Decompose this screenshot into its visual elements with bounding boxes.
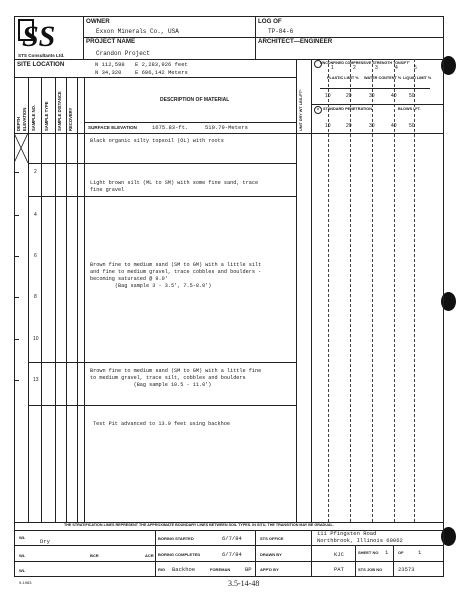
- unconfined-strength-label: UNCONFINED COMPRESSIVE STRENGTH TONS/FT²: [320, 61, 410, 65]
- top-scale-5: 5: [414, 65, 417, 71]
- sts-office-label: STS OFFICE: [260, 536, 284, 541]
- top-scale-2: 2: [353, 65, 356, 71]
- foreman-label: FOREMAN: [210, 567, 231, 572]
- drawn-by-label: DRAWN BY: [260, 552, 282, 557]
- page-number: 3.5-14-48: [228, 579, 260, 588]
- wl-label-2: WL: [19, 553, 26, 558]
- surface-elevation-m: 510.79-Meters: [205, 124, 248, 131]
- boring-started-value: 6/7/84: [222, 535, 242, 542]
- mid-scale-30: 30: [369, 93, 375, 99]
- stratum-description: Test Pit advanced to 13.0 feet using backhoe: [93, 421, 230, 427]
- depth-column-header: DEPTH: [16, 116, 21, 131]
- top-scale-3: 3: [375, 65, 378, 71]
- site-coord-e2: E 696,142 Meters: [135, 69, 188, 76]
- x-mark: [14, 133, 28, 163]
- surface-elevation-ft: 1675.83-ft.: [152, 124, 189, 131]
- corner-note: 9-1983: [19, 580, 32, 585]
- mid-scale-10: 10: [325, 93, 331, 99]
- site-location-label: SITE LOCATION: [17, 61, 65, 68]
- log-of-label: LOG OF: [258, 18, 282, 25]
- mid-scale-20: 20: [346, 93, 352, 99]
- wl-label-3: WL: [19, 568, 26, 573]
- depth-mark-4: 4: [34, 212, 37, 218]
- top-scale-4: 4: [395, 65, 398, 71]
- bottom-scale-10: 10: [325, 123, 331, 129]
- wl-value: Dry: [40, 538, 50, 545]
- sts-office-address-2: Northbrook, Illinois 60062: [317, 537, 403, 544]
- sample-no-column-header: SAMPLE NO.: [31, 104, 36, 131]
- bcr-label: BCR: [90, 553, 99, 558]
- plastic-limit-label: PLASTIC LIMIT %: [327, 76, 359, 80]
- depth-mark-2: 2: [34, 169, 37, 175]
- bottom-scale-30: 30: [369, 123, 375, 129]
- boring-started-label: BORING STARTED: [158, 536, 194, 541]
- top-scale-1: 1: [331, 65, 334, 71]
- depth-mark-10: 10: [33, 336, 39, 342]
- sheet-of-value: 1: [418, 549, 422, 556]
- boring-completed-label: BORING COMPLETED: [158, 552, 201, 557]
- depth-mark-8: 8: [34, 294, 37, 300]
- stratum-description: Black organic silty topsoil (OL) with roots: [90, 138, 224, 144]
- sts-office-address-1: 111 Pfingsten Road: [317, 530, 377, 537]
- std-penetration-x-icon: ×: [314, 106, 322, 114]
- site-coord-n: N 112,598: [95, 61, 125, 68]
- std-penetration-label: STANDARD PENETRATION: [323, 107, 373, 111]
- project-label: PROJECT NAME: [86, 38, 136, 45]
- bottom-scale-20: 20: [346, 123, 352, 129]
- job-no-label: STS JOB NO: [358, 567, 383, 572]
- bottom-scale-50: 50: [409, 123, 415, 129]
- appd-by-value: PAT: [334, 566, 344, 573]
- log-id-value: TP-84-6: [268, 28, 294, 35]
- appd-by-label: APP'D BY: [260, 567, 279, 572]
- description-column-header: DESCRIPTION OF MATERIAL: [160, 97, 230, 103]
- surface-elevation-label: SURFACE ELEVATION: [88, 125, 137, 130]
- company-logo: [17, 18, 79, 54]
- owner-label: OWNER: [86, 18, 110, 25]
- sample-type-column-header: SAMPLE TYPE: [44, 101, 49, 131]
- site-coord-e: E 2,283,926 feet: [135, 61, 188, 68]
- site-coord-n2: N 34,320: [95, 69, 122, 76]
- rig-label: RIG: [158, 567, 166, 572]
- drawn-by-value: KJC: [334, 551, 344, 558]
- depth-mark-6: 6: [34, 253, 37, 259]
- architect-label: ARCHITECT—ENGINEER: [258, 38, 333, 45]
- acr-label: ACR: [145, 553, 154, 558]
- sheet-of-label: OF: [398, 550, 404, 555]
- sheet-no-label: SHEET NO: [358, 550, 379, 555]
- liquid-limit-label: LIQUID LIMIT %: [403, 76, 432, 80]
- unit-dry-wt-column-header: UNIT DRY WT LBS./FT³: [299, 89, 303, 131]
- depth-mark-13: 13: [33, 377, 39, 383]
- foreman-value: BP: [245, 566, 252, 573]
- stratum-description: Brown fine to medium sand (SM to GM) with a little fine to medium gravel, trace silt, cobbles and boulders (Bag sample 10.5 - 11.0'): [90, 368, 262, 388]
- stratum-description: Brown fine to medium sand (SM to GM) with a little silt and fine to medium gravel, trace cobbles and boulders - becoming saturated @ 9.0' (Bag sample 3 - 3.5', 7.5-8.0'): [90, 262, 262, 289]
- owner-value: Exxon Minerals Co., USA: [96, 28, 179, 35]
- recovery-column-header: RECOVERY: [68, 107, 73, 131]
- svg-text:SS: SS: [22, 20, 56, 53]
- sample-distance-column-header: SAMPLE DISTANCE: [57, 91, 62, 131]
- mid-scale-50: 50: [409, 93, 415, 99]
- blows-per-ft-label: BLOWS / FT.: [398, 107, 421, 111]
- stratum-description: Light brown silt (ML to SM) with some fine sand, trace fine gravel: [90, 180, 259, 193]
- unconfined-circle-icon: [314, 60, 322, 68]
- company-name: STS Consultants Ltd.: [18, 53, 65, 58]
- job-no-value: 23573: [398, 566, 415, 573]
- stratification-note: THE STRATIFICATION LINES REPRESENT THE APPROXIMATE BOUNDARY LINES BETWEEN SOIL TYPES. IN SITU, THE TRANSITION MAY BE GRADUAL.: [64, 523, 334, 527]
- water-content-label: WATER CONTENT %: [364, 76, 402, 80]
- wl-label-1: WL: [19, 535, 26, 540]
- boring-completed-value: 6/7/84: [222, 551, 242, 558]
- bottom-scale-40: 40: [391, 123, 397, 129]
- elevation-column-header: ELEVATION: [22, 107, 27, 131]
- mid-scale-40: 40: [391, 93, 397, 99]
- project-value: Crandon Project: [96, 50, 151, 57]
- rig-value: Backhoe: [172, 566, 196, 573]
- sheet-no-value: 1: [385, 549, 389, 556]
